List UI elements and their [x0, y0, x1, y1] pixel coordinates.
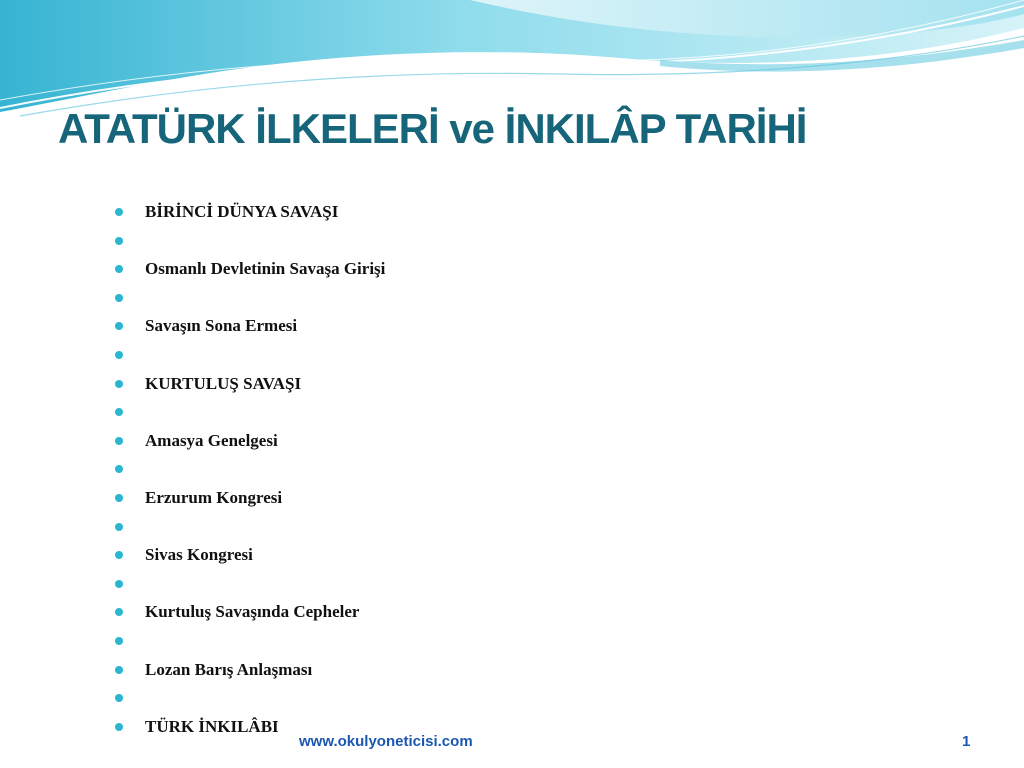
- bullet-item: [115, 198, 385, 227]
- bullet-item: [115, 513, 385, 542]
- bullet-dot-icon: [115, 637, 123, 645]
- bullet-text: Savaşın Sona Ermesi: [145, 316, 298, 336]
- bullet-dot-icon: [115, 437, 123, 445]
- bullet-item: [115, 255, 385, 284]
- bullet-item: [115, 370, 385, 399]
- bullet-text: Lozan Barış Anlaşması: [145, 659, 313, 679]
- bullet-list: [115, 198, 385, 741]
- bullet-text: Osmanlı Devletinin Savaşa Girişi: [145, 259, 386, 279]
- bullet-item: [115, 570, 385, 599]
- bullet-dot-icon: [115, 294, 123, 302]
- bullet-dot-icon: [115, 408, 123, 416]
- bullet-dot-icon: [115, 380, 123, 388]
- bullet-item: [115, 455, 385, 484]
- bullet-text: KURTULUŞ SAVAŞI: [145, 373, 302, 393]
- bullet-item: [115, 284, 385, 313]
- bullet-dot-icon: [115, 494, 123, 502]
- bullet-dot-icon: [115, 694, 123, 702]
- bullet-item: [115, 227, 385, 256]
- footer-website-link[interactable]: www.okulyoneticisi.com: [299, 733, 473, 750]
- page-number: 1: [962, 733, 971, 750]
- bullet-item: [115, 598, 385, 627]
- bullet-text: Amasya Genelgesi: [145, 430, 278, 450]
- bullet-dot-icon: [115, 523, 123, 531]
- bullet-text: Sivas Kongresi: [145, 545, 253, 565]
- bullet-text: TÜRK İNKILÂBI: [145, 716, 279, 736]
- bullet-dot-icon: [115, 580, 123, 588]
- bullet-text: Kurtuluş Savaşında Cepheler: [145, 602, 360, 622]
- bullet-item: [115, 312, 385, 341]
- bullet-dot-icon: [115, 608, 123, 616]
- bullet-item: [115, 684, 385, 713]
- slide-title: ATATÜRK İLKELERİ ve İNKILÂP TARİHİ: [58, 105, 807, 152]
- bullet-text: BİRİNCİ DÜNYA SAVAŞI: [145, 202, 339, 221]
- bullet-item: [115, 656, 385, 685]
- bullet-item: [115, 541, 385, 570]
- bullet-dot-icon: [115, 666, 123, 674]
- bullet-dot-icon: [115, 465, 123, 473]
- bullet-dot-icon: [115, 351, 123, 359]
- bullet-item: [115, 398, 385, 427]
- bullet-dot-icon: [115, 723, 123, 731]
- bullet-item: [115, 427, 385, 456]
- bullet-item: [115, 627, 385, 656]
- bullet-text: Erzurum Kongresi: [145, 487, 283, 507]
- bullet-item: [115, 484, 385, 513]
- bullet-dot-icon: [115, 551, 123, 559]
- bullet-item: [115, 341, 385, 370]
- bullet-dot-icon: [115, 322, 123, 330]
- bullet-dot-icon: [115, 265, 123, 273]
- bullet-dot-icon: [115, 208, 123, 216]
- bullet-dot-icon: [115, 237, 123, 245]
